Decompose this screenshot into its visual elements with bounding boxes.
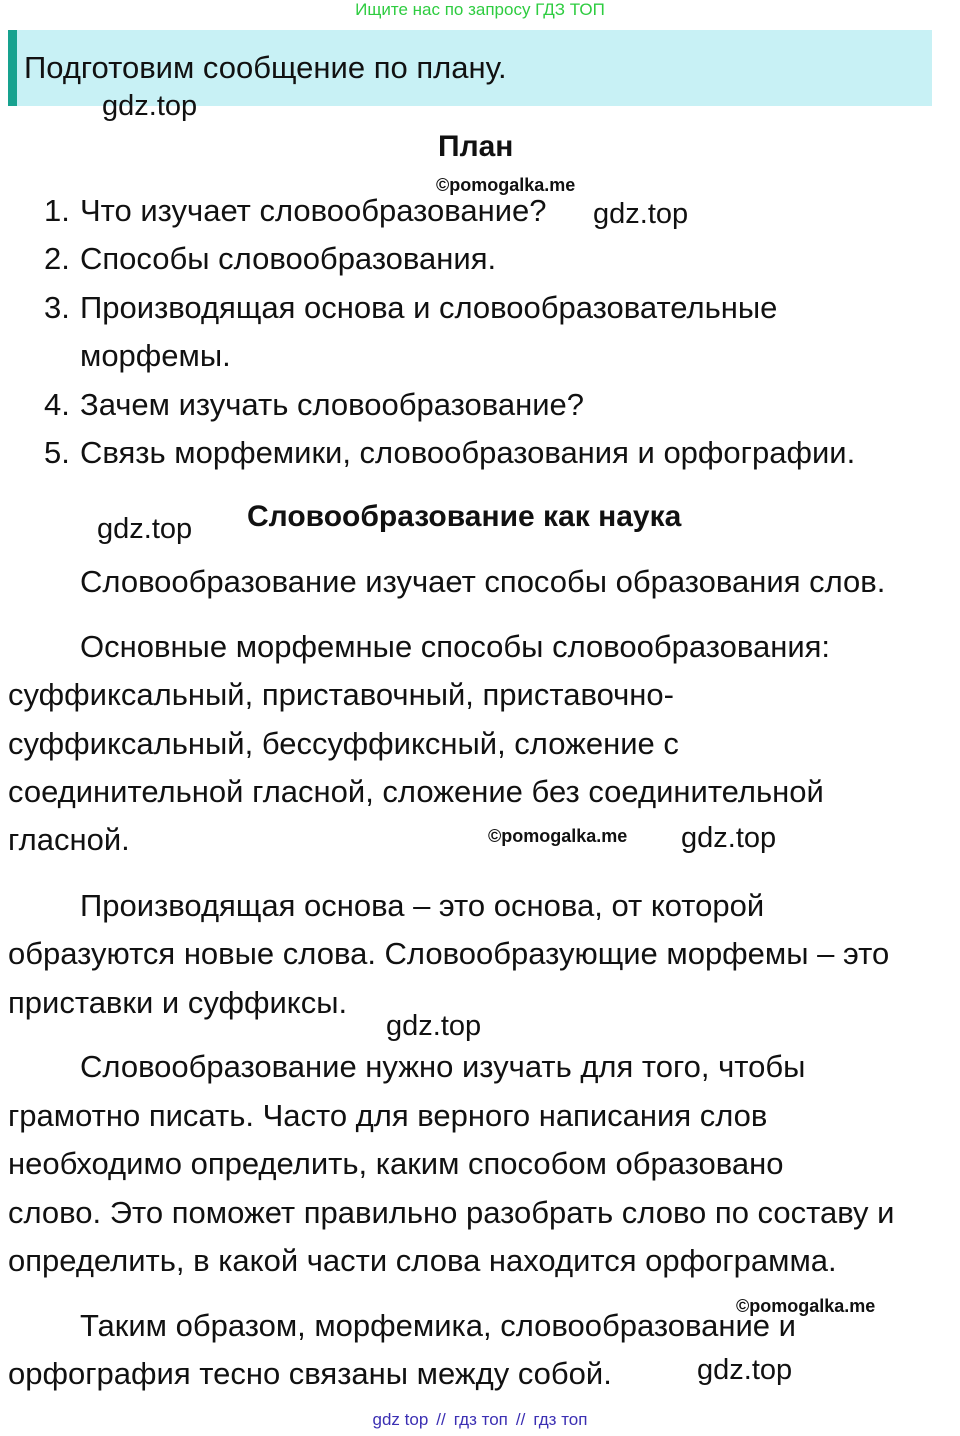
paragraph-line: грамотно писать. Часто для верного написания слов <box>8 1098 768 1133</box>
plan-item-text: Связь морфемики, словообразования и орфографии. <box>80 435 856 470</box>
plan-item-number: 1. <box>44 193 70 228</box>
footer-separator: // <box>436 1410 446 1429</box>
plan-title: План <box>438 130 514 163</box>
watermark-gdz: gdz.top <box>102 90 198 122</box>
plan-item-text: Производящая основа и словообразовательные <box>80 290 778 325</box>
paragraph-line: определить, в какой части слова находится орфограмма. <box>8 1243 837 1278</box>
paragraph-line: приставки и суффиксы. <box>8 985 348 1020</box>
paragraph-line: суффиксальный, приставочный, приставочно- <box>8 677 674 712</box>
watermark-gdz: gdz.top <box>697 1354 793 1386</box>
footer-link[interactable]: gdz top <box>372 1410 429 1429</box>
plan-item-text: Зачем изучать словообразование? <box>80 387 585 422</box>
footer-links <box>0 1410 960 1430</box>
watermark-gdz: gdz.top <box>681 822 777 854</box>
plan-item-text: Способы словообразования. <box>80 241 497 276</box>
paragraph-line: Словообразование нужно изучать для того, чтобы <box>80 1049 806 1084</box>
paragraph-line: гласной. <box>8 822 130 857</box>
plan-item-number: 3. <box>44 290 70 325</box>
paragraph-line: слово. Это поможет правильно разобрать слово по составу и <box>8 1195 895 1230</box>
paragraph-line: образуются новые слова. Словообразующие морфемы – это <box>8 936 890 971</box>
plan-item-number: 4. <box>44 387 70 422</box>
plan-item-number: 2. <box>44 241 70 276</box>
plan-item-text: Что изучает словообразование? <box>80 193 547 228</box>
paragraph-line: Производящая основа – это основа, от которой <box>80 888 765 923</box>
paragraph-line: орфография тесно связаны между собой. <box>8 1356 612 1391</box>
watermark-pomogalka: ©pomogalka.me <box>436 175 576 195</box>
search-banner: Ищите нас по запросу ГДЗ ТОП <box>355 0 605 19</box>
task-title: Подготовим сообщение по плану. <box>24 50 507 85</box>
watermark-gdz: gdz.top <box>386 1010 482 1042</box>
watermark-pomogalka: ©pomogalka.me <box>488 826 628 846</box>
paragraph-line: соединительной гласной, сложение без соединительной <box>8 774 824 809</box>
section-title: Словообразование как наука <box>247 500 682 533</box>
plan-item-text-continued: морфемы. <box>80 338 231 373</box>
footer-link[interactable]: гдз топ <box>533 1410 588 1429</box>
paragraph-line: Основные морфемные способы словообразования: <box>80 629 831 664</box>
watermark-gdz: gdz.top <box>97 513 193 545</box>
paragraph-line: Таким образом, морфемика, словообразование и <box>80 1308 796 1343</box>
watermark-pomogalka: ©pomogalka.me <box>736 1296 876 1316</box>
paragraph-line: необходимо определить, каким способом образовано <box>8 1146 784 1181</box>
paragraph-line: суффиксальный, бессуффиксный, сложение с <box>8 726 679 761</box>
plan-item-number: 5. <box>44 435 70 470</box>
paragraph-line: Словообразование изучает способы образования слов. <box>80 564 886 599</box>
footer-link[interactable]: гдз топ <box>453 1410 508 1429</box>
watermark-gdz: gdz.top <box>593 198 689 230</box>
footer-separator: // <box>515 1410 526 1429</box>
